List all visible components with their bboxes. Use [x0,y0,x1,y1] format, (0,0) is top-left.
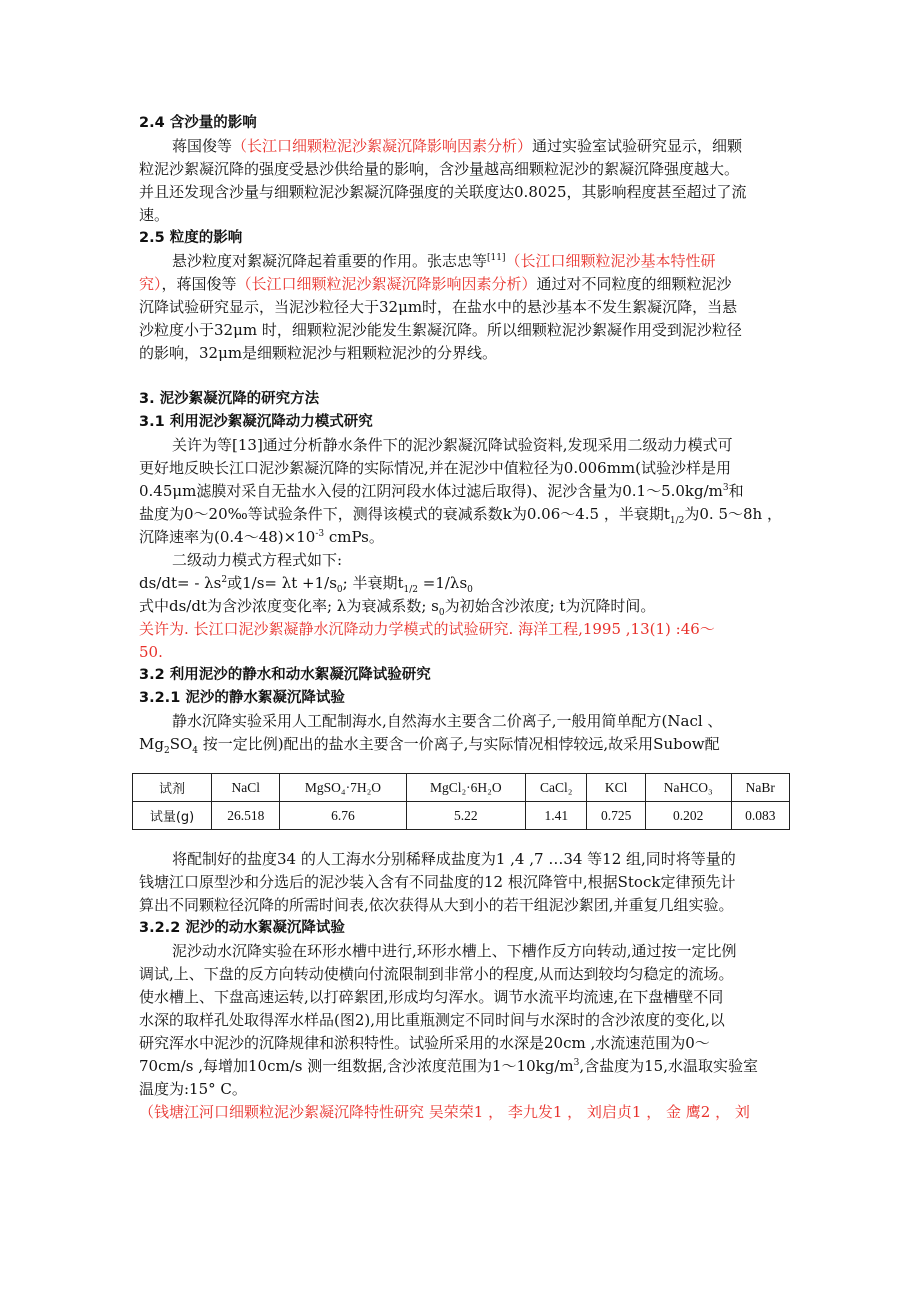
reference-citation[interactable]: 关许为. 长江口泥沙絮凝静水沉降动力学模式的试验研究. 海洋工程,1995 ,13(1) :46～ [139,620,715,638]
table-cell: 0.725 [587,802,645,830]
citation-link[interactable]: （长江口细颗粒泥沙絮凝沉降影响因素分析） [232,137,533,155]
paragraph-line: 的影响，32μm是细颗粒泥沙与粗颗粒泥沙的分界线。 [139,344,498,362]
paragraph-line: 关许为等[13]通过分析静水条件下的泥沙絮凝沉降试验资料,发现采用二级动力模式可 [172,436,733,454]
table-cell: MgSO₄·7H₂O [280,774,406,802]
table-cell: NaHCO₃ [645,774,731,802]
section-heading-3-2-1: 3.2.1 泥沙的静水絮凝沉降试验 [139,690,345,706]
paragraph-line: 速。 [139,206,170,224]
paragraph-line: 静水沉降实验采用人工配制海水,自然海水主要含二价离子,一般用简单配方(Nacl 、 [172,712,723,730]
citation-link[interactable]: （长江口细颗粒泥沙基本特性研 [505,252,716,270]
paragraph-line: 究），蒋国俊等（长江口细颗粒泥沙絮凝沉降影响因素分析）通过对不同粒度的细颗粒泥沙 [139,275,732,293]
table-cell: NaCl [212,774,280,802]
table-row [133,802,790,830]
equation: $ds/dt= - \lambda s^2$或$1/s= \lambda t +1/s_0$; 半衰期$t_{1/2} =1/\lambda s_0$ [139,574,473,595]
paragraph-line: $Mg_2SO_4$ 按一定比例)配出的盐水主要含一价离子,与实际情况相悖较远,故采用Subow配 [139,735,720,756]
paragraph-line: 研究浑水中泥沙的沉降规律和淤积特性。试验所采用的水深是20cm ,水流速范围为0～ [139,1034,710,1052]
reagent-table [132,773,790,830]
table-cell: 0.202 [645,802,731,830]
paragraph-line: 算出不同颗粒径沉降的所需时间表,依次获得从大到小的若干组泥沙絮团,并重复几组实验。 [139,896,734,914]
citation-link[interactable]: （长江口细颗粒泥沙絮凝沉降影响因素分析） [236,275,537,293]
paragraph-line: 水深的取样孔处取得浑水样品(图2),用比重瓶测定不同时间与水深时的含沙浓度的变化,以 [139,1011,725,1029]
reference-number: [11] [487,253,506,263]
table-row [133,774,790,802]
paragraph-line: 将配制好的盐度34 的人工海水分别稀释成盐度为1 ,4 ,7 …34 等12 组,同时将等量的 [172,850,736,868]
paragraph-line: 盐度为0～20‰等试验条件下，测得该模式的衰减系数k为0.06～4.5 ，半衰期$t_{1/2}$为0. 5～8h ， [139,505,782,526]
section-heading-3-1: 3.1 利用泥沙絮凝沉降动力模式研究 [139,414,373,430]
paragraph-line: 更好地反映长江口泥沙絮凝沉降的实际情况,并在泥沙中值粒径为0.006mm(试验沙样是用 [139,459,732,477]
table-cell: KCl [587,774,645,802]
paragraph-line: 调试,上、下盘的反方向转动使横向付流限制到非常小的程度,从而达到较均匀稳定的流场。 [139,965,734,983]
table-cell: NaBr [731,774,789,802]
table-row-label: 试剂 [133,774,212,802]
paragraph-line: 沉降速率为$(0.4\sim 48)\times 10^{-3}$ cmPs。 [139,528,384,546]
table-cell: CaCl₂ [526,774,587,802]
table-row-label: 试量(g) [133,802,212,830]
paragraph-line: 泥沙动水沉降实验在环形水槽中进行,环形水槽上、下槽作反方向转动,通过按一定比例 [172,942,737,960]
table-cell: 26.518 [212,802,280,830]
paragraph-line: 温度为:15° C。 [139,1080,247,1098]
paragraph-line: 并且还发现含沙量与细颗粒泥沙絮凝沉降强度的关联度达0.8025，其影响程度甚至超过了流 [139,183,747,201]
section-heading-3: 3. 泥沙絮凝沉降的研究方法 [139,391,320,407]
equation-definition: 式中ds/dt为含沙浓度变化率; λ为衰减系数; $s_0$为初始含沙浓度; t为沉降时间。 [139,597,656,618]
paragraph-line: 沙粒度小于32μm 时，细颗粒泥沙能发生絮凝沉降。所以细颗粒泥沙絮凝作用受到泥沙粒径 [139,321,742,339]
paragraph-line: 悬沙粒度对絮凝沉降起着重要的作用。张志忠等[11]（长江口细颗粒泥沙基本特性研 [172,252,716,270]
table-cell: 5.22 [406,802,525,830]
section-heading-2-5: 2.5 粒度的影响 [139,230,243,246]
section-heading-3-2-2: 3.2.2 泥沙的动水絮凝沉降试验 [139,920,345,936]
section-heading-3-2: 3.2 利用泥沙的静水和动水絮凝沉降试验研究 [139,667,431,683]
document-page [139,112,794,1124]
paragraph-line: 蒋国俊等（长江口细颗粒泥沙絮凝沉降影响因素分析）通过实验室试验研究显示，细颗 [172,137,743,155]
paragraph-line: 使水槽上、下盘高速运转,以打碎絮团,形成均匀浑水。调节水流平均流速,在下盘槽壁不同 [139,988,724,1006]
equation-intro: 二级动力模式方程式如下: [172,551,343,569]
table-cell: 1.41 [526,802,587,830]
paragraph-line: 钱塘江口原型沙和分选后的泥沙装入含有不同盐度的12 根沉降管中,根据Stock定律预先计 [139,873,736,891]
table-cell: 6.76 [280,802,406,830]
paragraph-line: 沉降试验研究显示，当泥沙粒径大于32μm时，在盐水中的悬沙基本不发生絮凝沉降，当悬 [139,298,738,316]
citation-link[interactable]: 究） [139,275,162,293]
table-cell: MgCl₂·6H₂O [406,774,525,802]
paragraph-line: 0.45μm滤膜对采自无盐水入侵的江阴河段水体过滤后取得)、泥沙含量为$0.1\sim 5.0kg/m^3$和 [139,482,744,500]
table-cell: 0.083 [731,802,789,830]
section-heading-2-4: 2.4 含沙量的影响 [139,115,257,131]
reference-citation[interactable]: 50. [139,643,163,661]
reference-citation[interactable]: （钱塘江河口细颗粒泥沙絮凝沉降特性研究 吴荣荣1 ， 李九发1 ， 刘启贞1 ， 金 鹰2 ， 刘 [139,1103,750,1121]
paragraph-line: 70cm/s ,每增加10cm/s 测一组数据,含沙浓度范围为$1\sim 10kg/m^3$,含盐度为15,水温取实验室 [139,1057,758,1075]
paragraph-line: 粒泥沙絮凝沉降的强度受悬沙供给量的影响，含沙量越高细颗粒泥沙的絮凝沉降强度越大。 [139,160,740,178]
